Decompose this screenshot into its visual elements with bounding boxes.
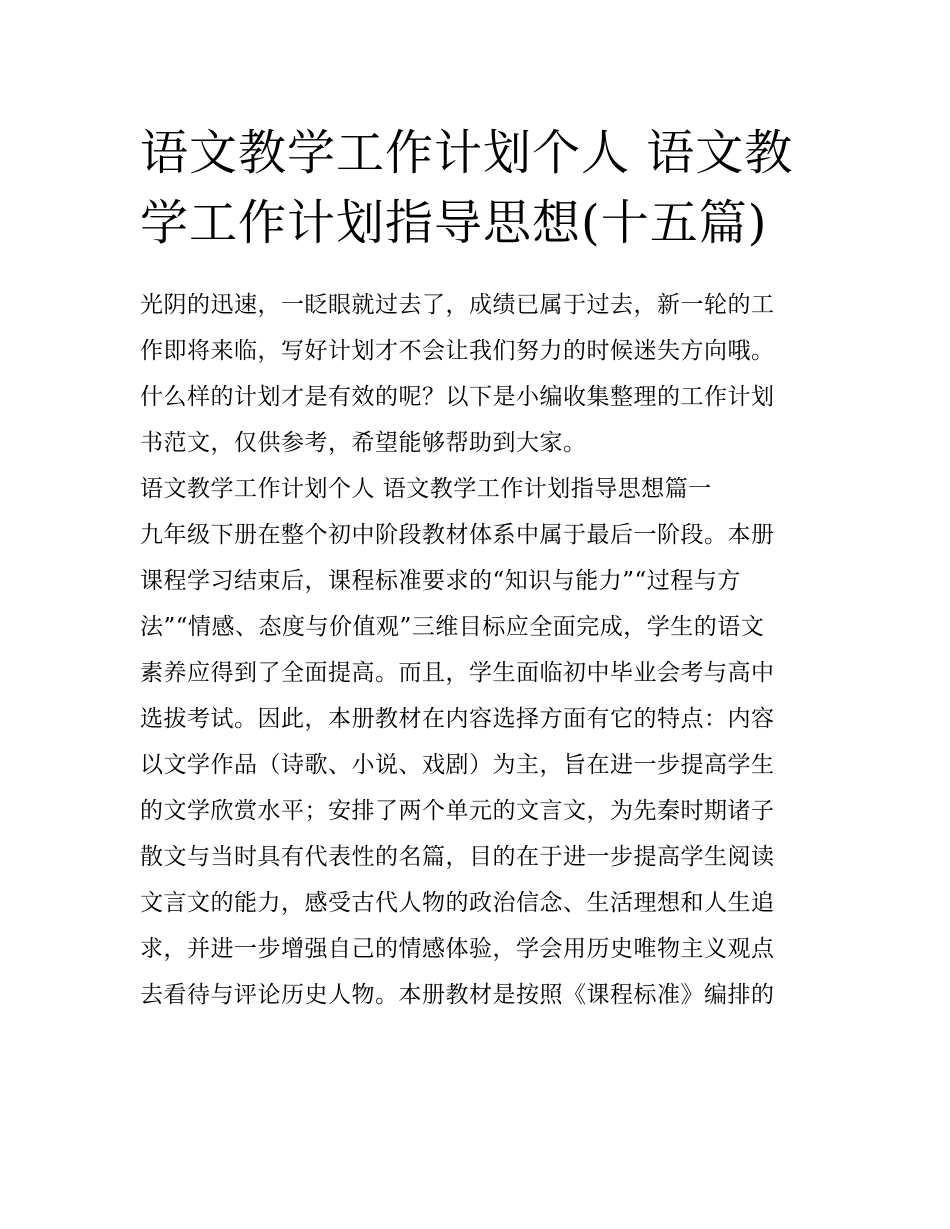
body-line: 书范文，仅供参考，希望能够帮助到大家。 [140, 430, 587, 456]
body-line: 什么样的计划才是有效的呢？以下是小编收集整理的工作计划 [140, 384, 775, 410]
body-line: 九年级下册在整个初中阶段教材体系中属于最后一阶段。本册 [140, 522, 775, 548]
body-line: 散文与当时具有代表性的名篇，目的在于进一步提高学生阅读 [140, 844, 775, 870]
body-line: 课程学习结束后，课程标准要求的“知识与能力”“过程与方 [140, 568, 741, 594]
body-line: 文言文的能力，感受古代人物的政治信念、生活理想和人生追 [140, 890, 775, 916]
title-line: 语文教学工作计划个人 语文教 [140, 125, 794, 181]
body-line: 法”“情感、态度与价值观”三维目标应全面完成，学生的语文 [140, 614, 765, 640]
body-line: 去看待与评论历史人物。本册教材是按照《课程标准》编排的 [140, 982, 775, 1008]
document-title [140, 118, 830, 258]
body-line: 以文学作品（诗歌、小说、戏剧）为主，旨在进一步提高学生 [140, 752, 775, 778]
body-line: 素养应得到了全面提高。而且，学生面临初中毕业会考与高中 [140, 660, 775, 686]
body-line: 作即将来临，写好计划才不会让我们努力的时候迷失方向哦。 [140, 338, 775, 364]
body-line: 求，并进一步增强自己的情感体验，学会用历史唯物主义观点 [140, 936, 775, 962]
document-body [140, 282, 830, 1018]
body-line: 的文学欣赏水平；安排了两个单元的文言文，为先秦时期诸子 [140, 798, 775, 824]
body-line: 光阴的迅速，一眨眼就过去了，成绩已属于过去，新一轮的工 [140, 292, 775, 318]
section-heading: 语文教学工作计划个人 语文教学工作计划指导思想篇一 [140, 476, 712, 502]
title-line: 学工作计划指导思想(十五篇) [140, 195, 768, 251]
body-line: 选拔考试。因此，本册教材在内容选择方面有它的特点：内容 [140, 706, 775, 732]
